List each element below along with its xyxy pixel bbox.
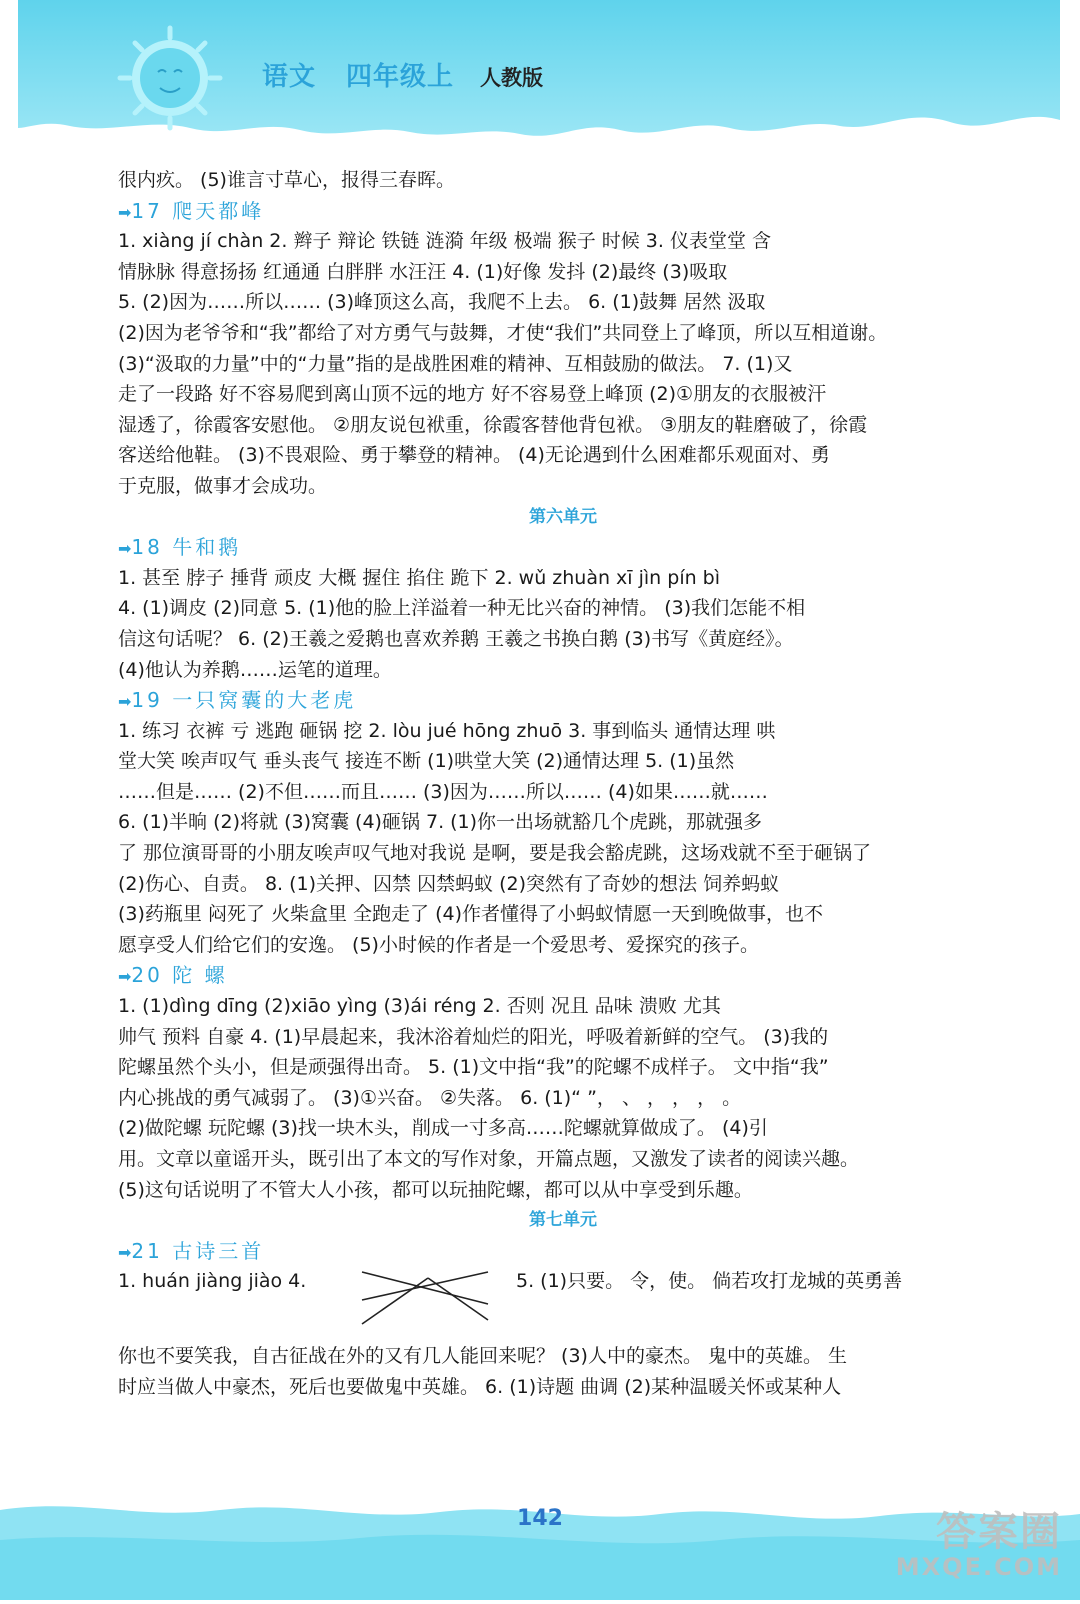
answer-line: (2)做陀螺 玩陀螺 (3)找一块木头，削成一寸多高……陀螺就算做成了。 (4)引	[118, 1117, 768, 1140]
answer-line-with-diagram	[118, 1266, 1008, 1341]
page-number: 142	[517, 1506, 563, 1531]
answer-line: 6. (1)半晌 (2)将就 (3)窝囊 (4)砸锅 7. (1)你一出场就豁几个虎跳，那就强多	[118, 811, 763, 834]
answer-line: 5. (2)因为……所以…… (3)峰顶这么高，我爬不上去。 6. (1)鼓舞 居然 汲取	[118, 291, 766, 314]
answer-text: 1. huán jiàng jiào 4.	[118, 1270, 307, 1293]
answer-line: (4)他认为养鹅……运笔的道理。	[118, 658, 392, 681]
edition-label: 人教版	[480, 66, 544, 90]
answer-line: 1. 甚至 脖子 捶背 顽皮 大概 握住 掐住 跪下 2. wǔ zhuàn xī jìn pín bì	[118, 566, 721, 589]
lesson-heading: ➡19 一只窝囊的大老虎	[118, 688, 357, 713]
answer-line: 很内疚。 (5)谁言寸草心，报得三春晖。	[118, 169, 455, 191]
subject-label: 语文	[262, 62, 317, 92]
answer-content	[118, 165, 1008, 1433]
answer-line: 帅气 预料 自豪 4. (1)早晨起来，我沐浴着灿烂的阳光，呼吸着新鲜的空气。 (3)我的	[118, 1025, 829, 1048]
arrow-icon: ➡	[118, 202, 132, 222]
lesson-heading: ➡20 陀 螺	[118, 963, 228, 988]
answer-line: (2)伤心、自责。 8. (1)关押、囚禁 囚禁蚂蚁 (2)突然有了奇妙的想法 饲养蚂蚁	[118, 872, 780, 895]
answer-line: 时应当做人中豪杰，死后也要做鬼中英雄。 6. (1)诗题 曲调 (2)某种温暖关怀或某种人	[118, 1375, 842, 1398]
answer-line: 1. xiàng jí chàn 2. 辫子 辩论 铁链 涟漪 年级 极端 猴子 时候 3. 仪表堂堂 含	[118, 230, 771, 253]
grade-label: 四年级上	[346, 62, 455, 92]
answer-line	[118, 1403, 1008, 1434]
lesson-heading: ➡21 古诗三首	[118, 1238, 265, 1263]
answer-line: 1. (1)dìng dīng (2)xiāo yìng (3)ái réng 2. 否则 况且 品味 溃败 尤其	[118, 995, 721, 1018]
watermark	[896, 1500, 1062, 1581]
answer-text: 5. (1)只要。 令，使。 倘若攻打龙城的英勇善	[516, 1270, 903, 1293]
watermark-logo: 答案圈	[936, 1509, 1062, 1555]
header-title	[262, 56, 543, 93]
answer-line: 你也不要笑我，自古征战在外的又有几人能回来呢？ (3)人中的豪杰。 鬼中的英雄。 生	[118, 1345, 848, 1368]
answer-line: (3)药瓶里 闷死了 火柴盒里 全跑走了 (4)作者懂得了小蚂蚁情愿一天到晚做事，也不	[118, 903, 823, 926]
answer-line: ……但是…… (2)不但……而且…… (3)因为……所以…… (4)如果……就……	[118, 780, 768, 803]
arrow-icon: ➡	[118, 967, 132, 987]
sun-icon	[120, 28, 220, 128]
matching-lines-diagram	[358, 1266, 498, 1334]
answer-line: 堂大笑 唉声叹气 垂头丧气 接连不断 (1)哄堂大笑 (2)通情达理 5. (1)虽然	[118, 750, 735, 773]
answer-line: 内心挑战的勇气减弱了。 (3)①兴奋。 ②失落。 6. (1)“ ”， 、 ， ， ， 。	[118, 1086, 742, 1109]
answer-line: (3)“汲取的力量”中的“力量”指的是战胜困难的精神、互相鼓励的做法。 7. (1)又	[118, 352, 793, 375]
answer-line: 于克服，做事才会成功。	[118, 474, 328, 497]
answer-line: 陀螺虽然个头小，但是顽强得出奇。 5. (1)文中指“我”的陀螺不成样子。 文中指“我”	[118, 1056, 829, 1079]
answer-line: 了 那位演哥哥的小朋友唉声叹气地对我说 是啊，要是我会豁虎跳，这场戏就不至于砸锅了	[118, 842, 872, 865]
lesson-heading: ➡17 爬天都峰	[118, 198, 265, 223]
answer-line: 用。文章以童谣开头，既引出了本文的写作对象，开篇点题，又激发了读者的阅读兴趣。	[118, 1148, 860, 1170]
answer-line: 走了一段路 好不容易爬到离山顶不远的地方 好不容易登上峰顶 (2)①朋友的衣服被汗	[118, 383, 827, 406]
answer-line: (5)这句话说明了不管大人小孩，都可以玩抽陀螺，都可以从中享受到乐趣。	[118, 1178, 753, 1201]
answer-line: 愿享受人们给它们的安逸。 (5)小时候的作者是一个爱思考、爱探究的孩子。	[118, 933, 759, 956]
arrow-icon: ➡	[118, 539, 132, 559]
answer-line: 4. (1)调皮 (2)同意 5. (1)他的脸上洋溢着一种无比兴奋的神情。 (3)我们怎能不相	[118, 597, 806, 620]
answer-line: 情脉脉 得意扬扬 红通通 白胖胖 水汪汪 4. (1)好像 发抖 (2)最终 (3)吸取	[118, 260, 728, 283]
answer-line: 信这句话呢？ 6. (2)王羲之爱鹅也喜欢养鹅 王羲之书换白鹅 (3)书写《黄庭经》。	[118, 627, 794, 650]
header-banner	[0, 0, 1080, 150]
arrow-icon: ➡	[118, 692, 132, 712]
answer-line: (2)因为老爷爷和“我”都给了对方勇气与鼓舞，才使“我们”共同登上了峰顶，所以互相道谢。	[118, 321, 888, 344]
lesson-heading: ➡18 牛和鹅	[118, 535, 242, 560]
unit-heading: 第七单元	[529, 1210, 597, 1231]
answer-line: 1. 练习 衣裤 亏 逃跑 砸锅 挖 2. lòu jué hōng zhuō 3. 事到临头 通情达理 哄	[118, 719, 776, 742]
unit-heading: 第六单元	[529, 506, 597, 527]
answer-line: 客送给他鞋。 (3)不畏艰险、勇于攀登的精神。 (4)无论遇到什么困难都乐观面对、勇	[118, 444, 830, 467]
arrow-icon: ➡	[118, 1242, 132, 1262]
watermark-url: MXQE.COM	[895, 1553, 1062, 1581]
answer-line: 湿透了，徐霞客安慰他。 ②朋友说包袱重，徐霞客替他背包袱。 ③朋友的鞋磨破了，徐霞	[118, 413, 868, 436]
